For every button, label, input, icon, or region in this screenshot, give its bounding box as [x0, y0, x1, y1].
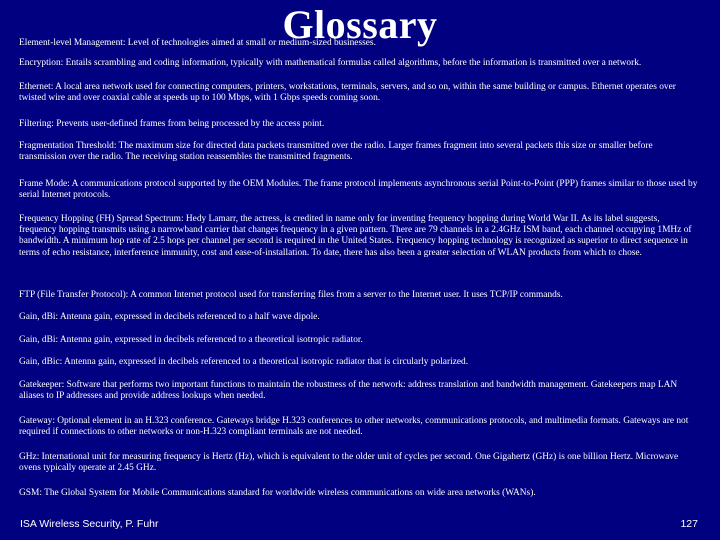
glossary-entry: Gatekeeper: Software that performs two important functions to maintain the robustness of the network: address translation and bandwidth management. Gatekeepers map LAN aliases to IP addresses and provide address lookups when needed. — [19, 380, 678, 402]
glossary-entry: Gain, dBic: Antenna gain, expressed in decibels referenced to a theoretical isotropic radiator that is circularly polarized. — [19, 357, 469, 367]
glossary-entry: Element-level Management: Level of technologies aimed at small or medium-sized businesses. — [19, 38, 376, 48]
glossary-entry: Filtering: Prevents user-defined frames from being processed by the access point. — [19, 119, 325, 129]
footer-presenter: ISA Wireless Security, P. Fuhr — [20, 518, 159, 530]
page-title: Glossary — [282, 2, 438, 47]
glossary-entry: Encryption: Entails scrambling and coding information, typically with mathematical formulas called algorithms, before the information is transmitted over a network. — [19, 58, 642, 68]
glossary-entry: Frame Mode: A communications protocol supported by the OEM Modules. The frame protocol implements asynchronous serial Point-to-Point (PPP) frames similar to those used by serial Internet protocols. — [19, 179, 698, 201]
glossary-entry: Gain, dBi: Antenna gain, expressed in decibels referenced to a theoretical isotropic radiator. — [19, 335, 363, 345]
glossary-entry: GSM: The Global System for Mobile Communications standard for worldwide wireless communications on wide area networks (WANs). — [19, 488, 536, 498]
glossary-entry: Fragmentation Threshold: The maximum size for directed data packets transmitted over the radio. Larger frames fragment into several packets this size or smaller before transmission over the radio. The receiving station reassembles the transmitted fragments. — [19, 141, 653, 163]
glossary-entry: GHz: International unit for measuring frequency is Hertz (Hz), which is equivalent to the older unit of cycles per second. One Gigahertz (GHz) is one billion Hertz. Microwave ovens typically operate at 2.45 GHz. — [19, 452, 679, 474]
page-number: 127 — [680, 518, 698, 530]
glossary-entry: Gain, dBi: Antenna gain, expressed in decibels referenced to a half wave dipole. — [19, 312, 320, 322]
glossary-entry: Ethernet: A local area network used for connecting computers, printers, workstations, terminals, servers, and so on, within the same building or campus. Ethernet operates over twisted wire and over coaxial cable at speeds up to 100 Mbps, with 1 Gbps speeds coming soon. — [19, 82, 676, 104]
glossary-entry: Gateway: Optional element in an H.323 conference. Gateways bridge H.323 conferences to other networks, communications protocols, and multimedia formats. Gateways are not required if connections to other networks or non-H.323 compliant terminals are not needed. — [19, 416, 689, 438]
glossary-entry: FTP (File Transfer Protocol): A common Internet protocol used for transferring files from a server to the Internet user. It uses TCP/IP commands. — [19, 290, 563, 300]
glossary-entry: Frequency Hopping (FH) Spread Spectrum: Hedy Lamarr, the actress, is credited in name only for inventing frequency hopping during World War II. As its label suggests, frequency hopping transmits using a narrowband carrier that changes frequency in a given pattern. There are 79 channels in a 2.4GHz ISM band, each channel occupying 1MHz of bandwidth. A minimum hop rate of 2.5 hops per channel per second is required in the United States. Frequency hopping technology is recognized as superior to direct sequence in terms of echo resistance, interference immunity, cost and ease-of-installation. To date, there has also been a greater selection of WLAN products from which to chose. — [19, 214, 692, 258]
